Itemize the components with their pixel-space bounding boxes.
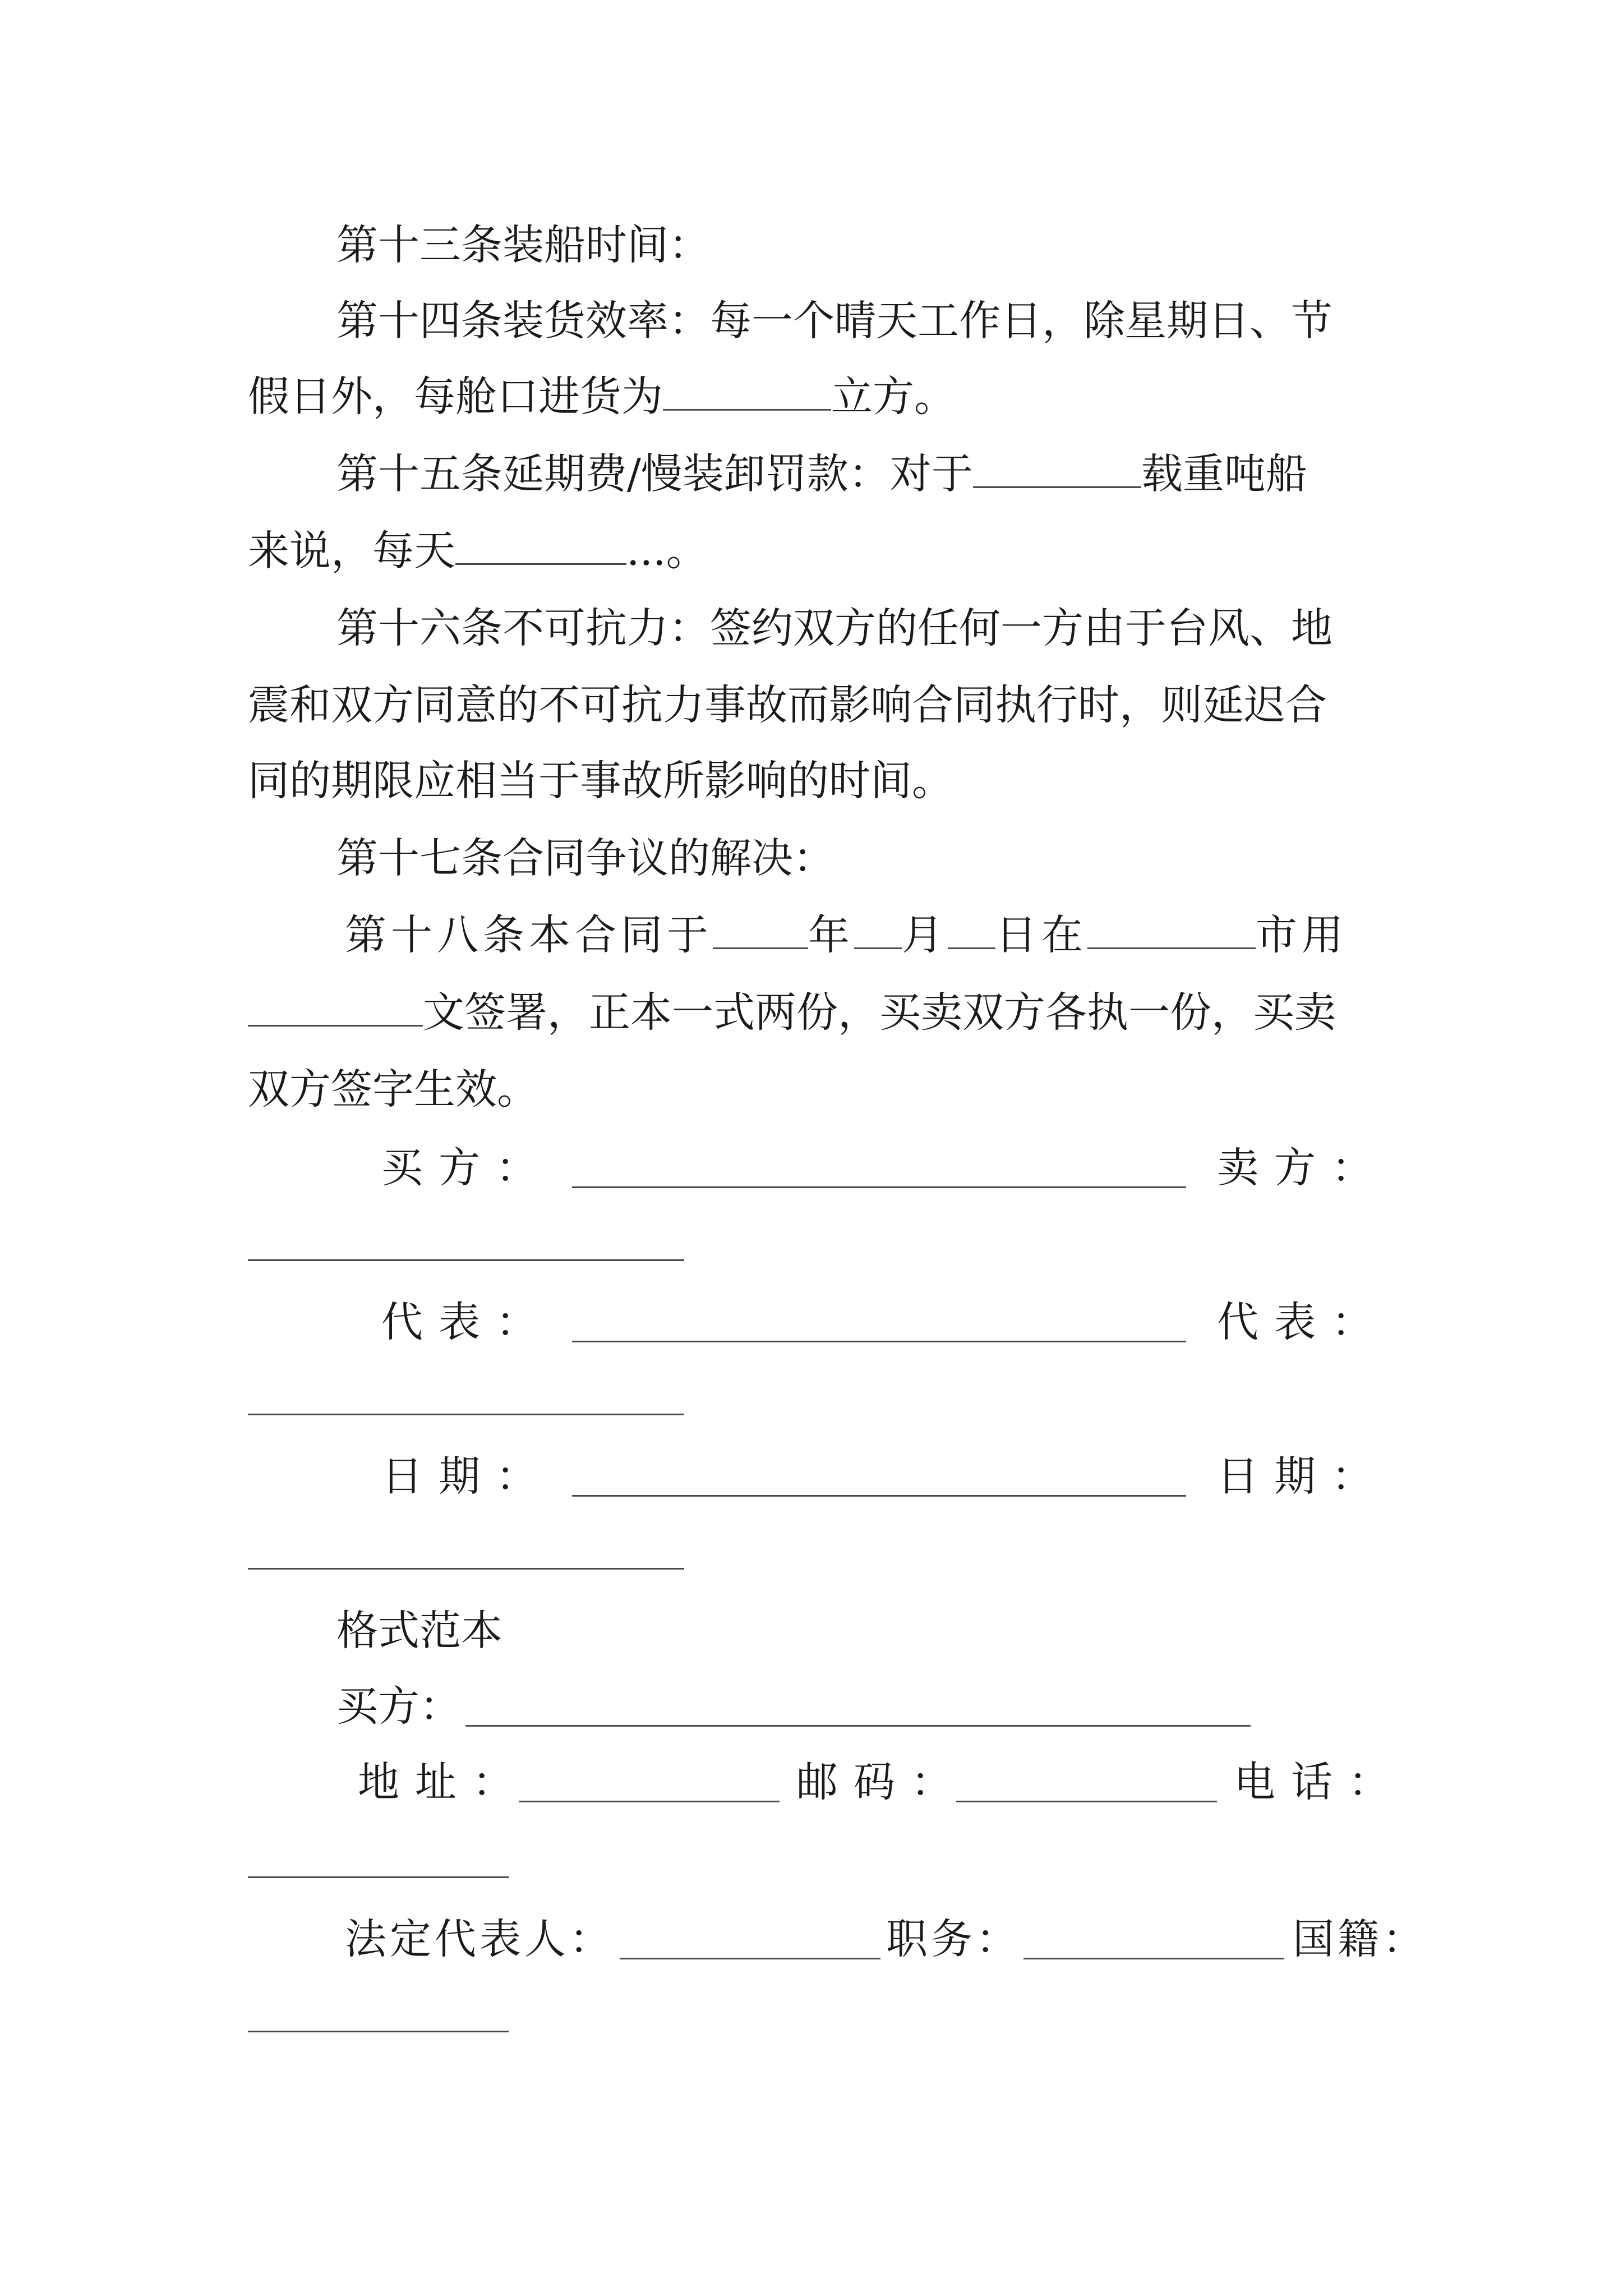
buyer-rep-label-text: 代表： [381,1298,553,1346]
buyer-date-line[interactable] [572,1495,1186,1497]
month-blank[interactable] [854,947,902,949]
position-line[interactable] [1023,1958,1284,1959]
postcode-label-text: 邮码： [796,1758,968,1806]
position-label [886,1915,1021,1963]
city-blank[interactable] [1087,947,1256,949]
article-18-day-label: 日在 [995,911,1087,959]
seller-date-label-text: 日期： [1217,1452,1389,1501]
legal-rep-line[interactable] [620,1958,880,1959]
article-18-year-label: 年 [808,911,854,959]
article-18-text-1a: 第十八条本合同于 [345,911,713,959]
article-15-text-2a: 来说，每天 [248,527,455,575]
legal-rep-label-text: 法定代表人： [345,1915,614,1963]
article-15-line-2 [248,527,708,575]
nationality-label-text: 国籍： [1293,1915,1427,1963]
seller-date-line[interactable] [248,1568,684,1570]
volume-blank[interactable] [663,409,831,411]
template-buyer-label [336,1682,461,1731]
template-heading-text: 格式范本 [336,1607,502,1655]
seller-label [1217,1144,1389,1192]
article-16-line-1 [336,604,1332,652]
buyer-label-text: 买方： [381,1144,553,1192]
buyer-date-label-text: 日期： [381,1452,553,1501]
article-18-text-1e: 市用 [1256,911,1348,959]
buyer-date-label [381,1452,553,1501]
postcode-line[interactable] [956,1801,1217,1802]
phone-label [1234,1758,1405,1806]
phone-line[interactable] [248,1876,509,1878]
article-16-text-1: 第十六条不可抗力：签约双方的任何一方由于台风、地 [336,604,1332,652]
postcode-label [796,1758,968,1806]
article-16-line-2 [248,681,1327,729]
address-label [358,1758,529,1806]
article-13 [336,221,710,269]
template-heading [336,1607,502,1655]
phone-label-text: 电话： [1234,1758,1405,1806]
nationality-label [1293,1915,1427,1963]
daily-fee-blank[interactable] [455,563,626,565]
tonnage-blank[interactable] [973,486,1141,488]
buyer-signature-line[interactable] [572,1186,1186,1188]
article-14-text-1: 第十四条装货效率：每一个晴天工作日，除星期日、节 [336,297,1332,345]
seller-rep-label [1217,1298,1389,1346]
template-buyer-label-text: 买方： [336,1682,461,1731]
article-16-text-3: 同的期限应相当于事故所影响的时间。 [248,757,953,805]
template-buyer-line[interactable] [465,1725,1251,1727]
legal-rep-label [345,1915,614,1963]
address-label-text: 地址： [358,1758,529,1806]
article-16-text-2: 震和双方同意的不可抗力事故而影响合同执行时，则延迟合 [248,681,1327,729]
article-18-line-1 [345,911,1348,959]
article-15-text-1b: 载重吨船 [1141,450,1307,498]
article-18-line-3 [248,1065,538,1114]
article-13-text: 第十三条装船时间： [336,221,710,269]
seller-label-text: 卖方： [1217,1144,1389,1192]
article-14-line-1 [336,297,1332,345]
article-18-line-2 [248,988,1336,1037]
article-15-text-2b: ...。 [626,527,708,575]
address-line[interactable] [519,1801,780,1802]
buyer-label [381,1144,553,1192]
article-17 [336,834,834,882]
position-label-text: 职务： [886,1915,1021,1963]
article-15-line-1 [336,450,1307,498]
seller-date-label [1217,1452,1389,1501]
article-16-line-3 [248,757,953,805]
article-14-line-2 [248,372,956,421]
article-18-text-3: 双方签字生效。 [248,1065,538,1114]
buyer-rep-line[interactable] [572,1341,1186,1342]
article-14-text-2b: 立方。 [831,372,956,421]
nationality-line[interactable] [248,2031,509,2032]
seller-rep-label-text: 代表： [1217,1298,1389,1346]
article-15-text-1a: 第十五条延期费/慢装卸罚款：对于 [336,450,973,498]
seller-signature-line[interactable] [248,1259,684,1261]
buyer-rep-label [381,1298,553,1346]
article-18-text-2: 文签署，正本一式两份，买卖双方各执一份，买卖 [423,988,1336,1037]
seller-rep-line[interactable] [248,1414,684,1415]
article-18-month-label: 月 [902,911,948,959]
language-blank[interactable] [248,1025,423,1027]
article-17-text: 第十七条合同争议的解决： [336,834,834,882]
year-blank[interactable] [713,947,808,949]
day-blank[interactable] [948,947,995,949]
article-14-text-2a: 假日外，每舱口进货为 [248,372,663,421]
